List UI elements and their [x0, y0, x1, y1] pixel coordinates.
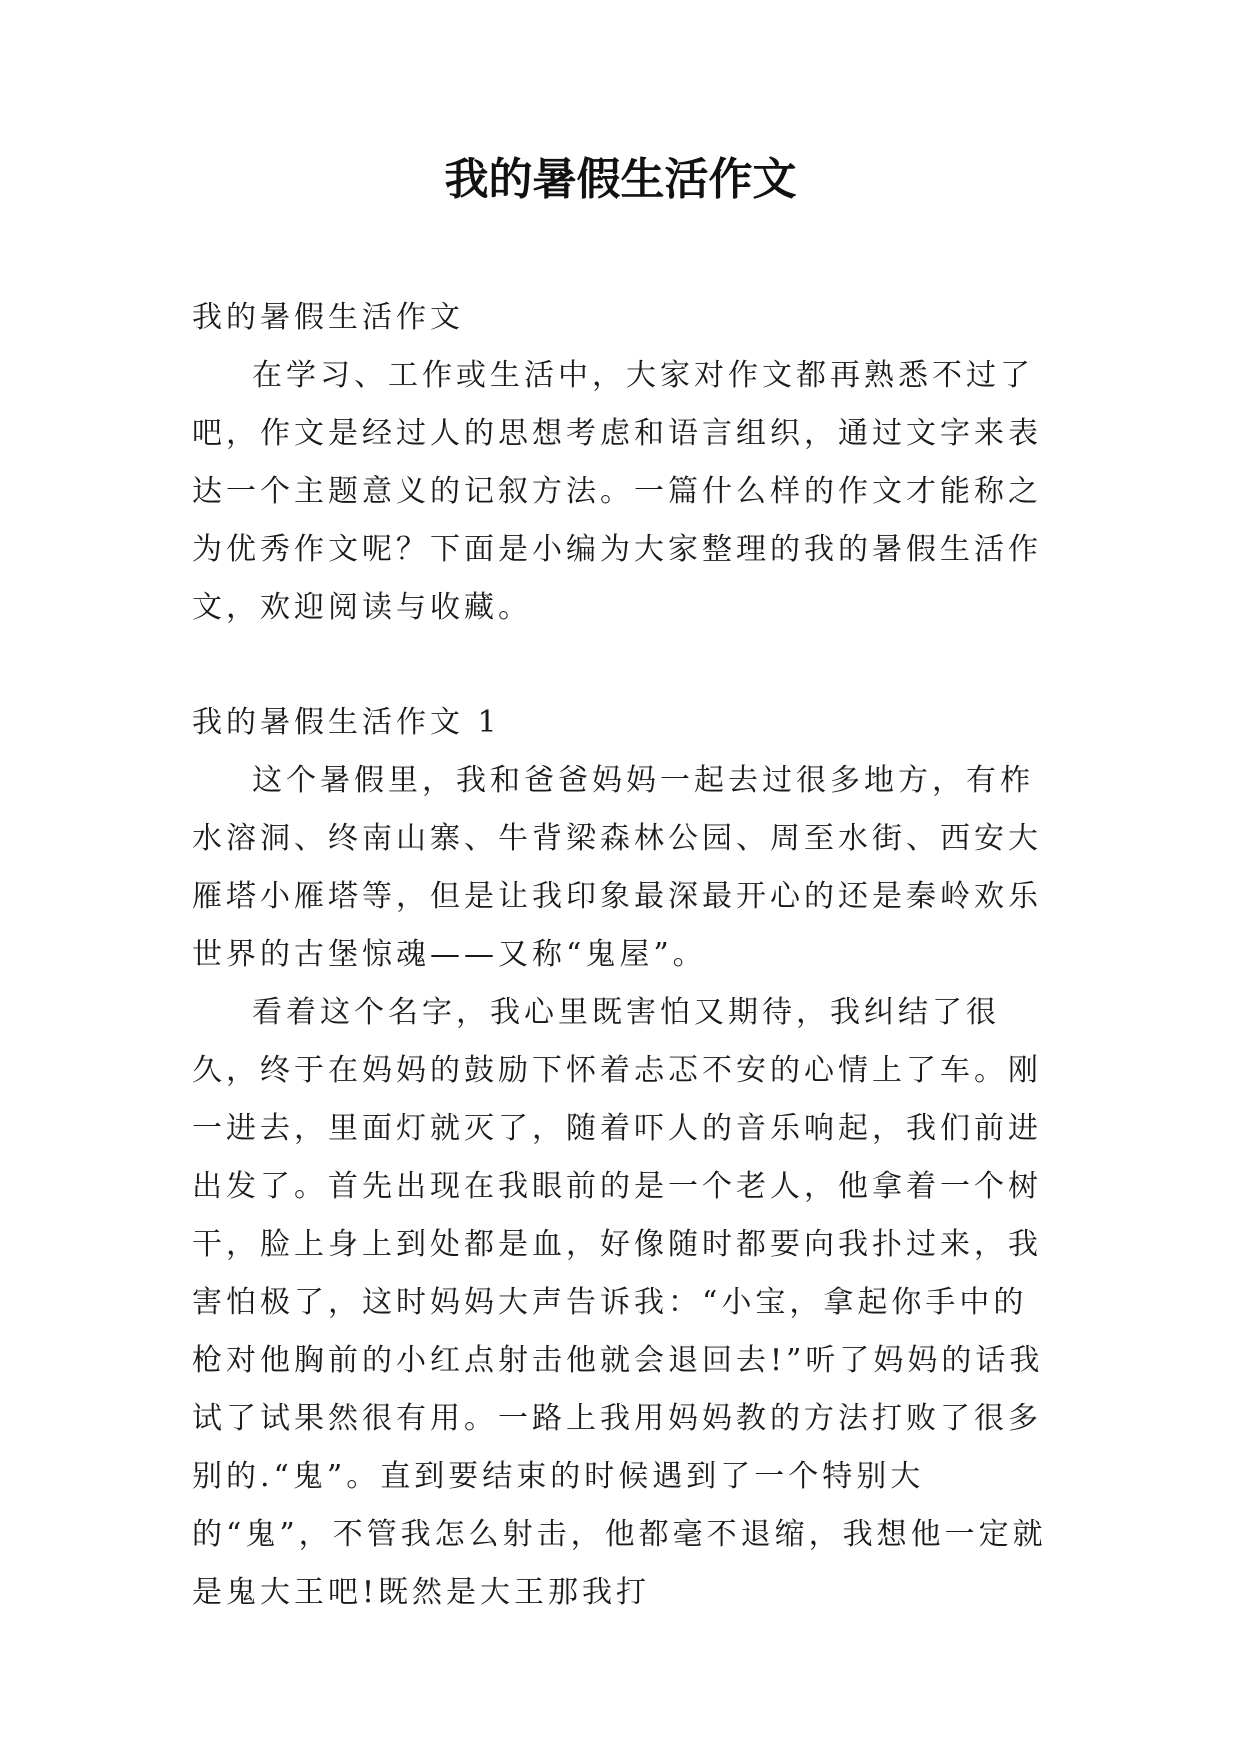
section-1-paragraph-2: 看着这个名字，我心里既害怕又期待，我纠结了很久，终于在妈妈的鼓励下怀着忐忑不安的心情上了车。刚一进去，里面灯就灭了，随着吓人的音乐响起，我们前进出发了。首先出现在我眼前的是一个老人，他拿着一个树干，脸上身上到处都是血，好像随时都要向我扑过来，我害怕极了，这时妈妈大声告诉我：“小宝，拿起你手中的枪对他胸前的小红点射击他就会退回去!”听了妈妈的话我试了试果然很有用。一路上我用妈妈教的方法打败了很多别的.“鬼”。直到要结束的时候遇到了一个特别大的“鬼”，不管我怎么射击，他都毫不退缩，我想他一定就是鬼大王吧!既然是大王那我打 [192, 995, 1047, 1610]
section-1-paragraph-1: 这个暑假里，我和爸爸妈妈一起去过很多地方，有柞水溶洞、终南山寨、牛背梁森林公园、周至水街、西安大雁塔小雁塔等，但是让我印象最深最开心的还是秦岭欢乐世界的古堡惊魂——又称“鬼屋”。 [192, 763, 1042, 972]
intro-heading: 我的暑假生活作文 [192, 300, 464, 335]
document-title: 我的暑假生活作文 [444, 154, 797, 205]
section-1-heading: 我的暑假生活作文 1 [192, 705, 501, 740]
intro-paragraph: 在学习、工作或生活中，大家对作文都再熟悉不过了吧，作文是经过人的思想考虑和语言组织，通过文字来表达一个主题意义的记叙方法。一篇什么样的作文才能称之为优秀作文呢？下面是小编为大家整理的我的暑假生活作文，欢迎阅读与收藏。 [192, 358, 1042, 625]
